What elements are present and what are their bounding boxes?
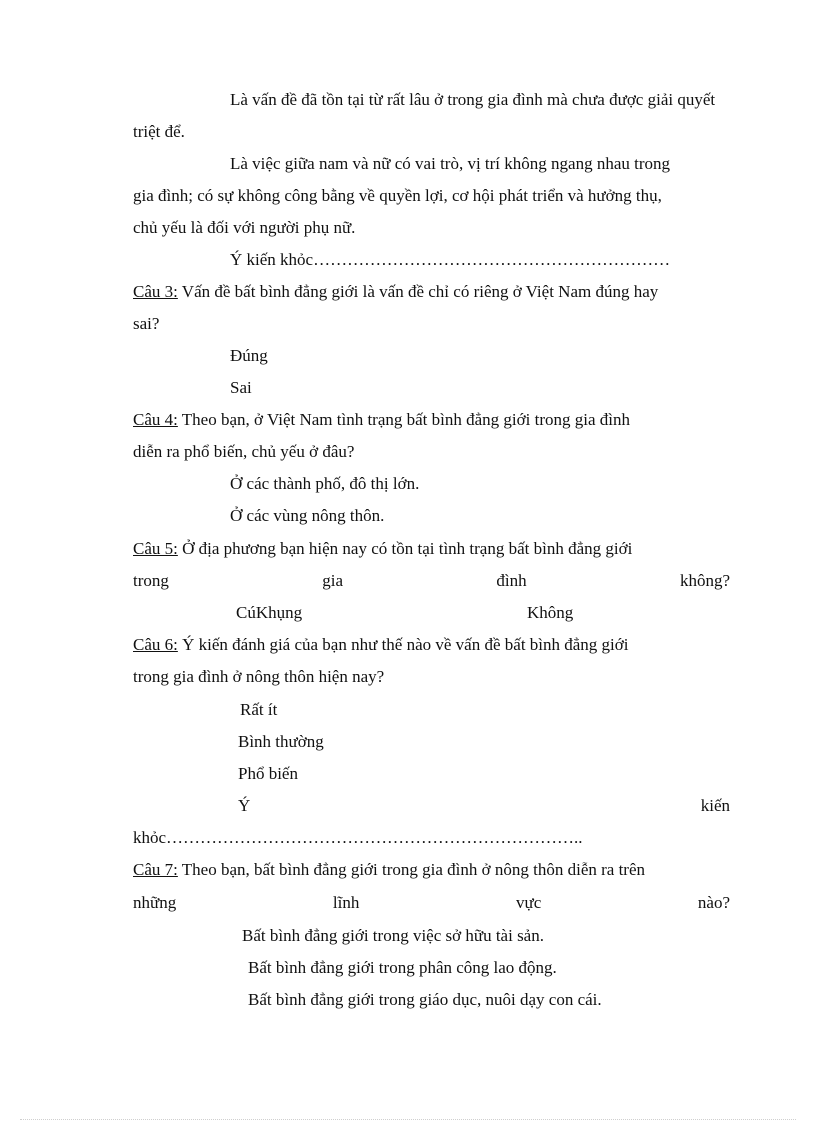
question-4-line-1: [133, 409, 730, 431]
question-5-word: không?: [679, 571, 730, 590]
question-3-label: Câu 3:: [133, 282, 178, 301]
question-6-line-1: [133, 634, 730, 656]
question-4-label: Câu 4:: [133, 410, 178, 429]
paragraph-1-line-2: triệt để.: [133, 122, 185, 141]
question-5-line-1: [133, 538, 730, 560]
question-3-line-1: [133, 281, 730, 303]
question-5-text: Ở địa phương bạn hiện nay có tồn tại tình trạng bất bình đẳng giới: [177, 539, 633, 558]
other-opinion-line: Ý kiến khỏc………………………………………………………: [230, 250, 671, 269]
question-6-option-other-line-2: khỏc………………………………………………………………..: [133, 828, 583, 847]
question-7-word: lĩnh: [332, 893, 360, 912]
question-4-option-cities: Ở các thành phố, đô thị lớn.: [230, 474, 420, 493]
question-7-word: vực: [515, 893, 542, 912]
question-7-word: nào?: [697, 893, 730, 912]
question-6-option-normal: Bình thường: [238, 732, 324, 751]
question-7-line-2: [133, 892, 730, 914]
question-5-word: gia: [322, 571, 344, 590]
question-5-word: trong: [133, 571, 169, 590]
paragraph-2-line-3: chủ yếu là đối với người phụ nữ.: [133, 218, 356, 237]
question-5-word: đình: [496, 571, 527, 590]
question-6-label: Câu 6:: [133, 635, 178, 654]
question-6-line-2: trong gia đình ở nông thôn hiện nay?: [133, 667, 385, 686]
question-6-other-word: Ý: [238, 796, 251, 815]
page-bottom-divider: [20, 1119, 796, 1120]
question-6-text: Ý kiến đánh giá của bạn như thế nào về vấn đề bất bình đẳng giới: [177, 635, 629, 654]
question-3-line-2: sai?: [133, 314, 160, 333]
question-6-option-other-line-1: [238, 795, 730, 817]
question-4-line-2: diễn ra phổ biến, chủ yếu ở đâu?: [133, 442, 355, 461]
question-5-line-2: [133, 570, 730, 592]
question-7-option-labor: Bất bình đẳng giới trong phân công lao động.: [248, 958, 557, 977]
question-6-option-common: Phổ biến: [238, 764, 298, 783]
question-7-option-property: Bất bình đẳng giới trong việc sở hữu tài sản.: [242, 926, 544, 945]
question-7-word: những: [133, 893, 177, 912]
question-5-label: Câu 5:: [133, 539, 178, 558]
question-3-option-false: Sai: [230, 378, 252, 397]
question-7-option-education: Bất bình đẳng giới trong giáo dục, nuôi dạy con cái.: [248, 990, 602, 1009]
question-5-option-no: Không: [527, 603, 574, 622]
question-6-option-rare: Rất ít: [240, 700, 278, 719]
question-7-line-1: [133, 859, 730, 881]
question-3-text: Vấn đề bất bình đẳng giới là vấn đề chỉ có riêng ở Việt Nam đúng hay: [177, 282, 659, 301]
question-4-text: Theo bạn, ở Việt Nam tình trạng bất bình đẳng giới trong gia đình: [177, 410, 630, 429]
question-5-option-yes: CúKhụng: [236, 603, 303, 622]
paragraph-2-line-1: Là việc giữa nam và nữ có vai trò, vị trí không ngang nhau trong: [230, 154, 671, 173]
paragraph-1-line-1: Là vấn đề đã tồn tại từ rất lâu ở trong gia đình mà chưa được giải quyết: [230, 90, 716, 109]
question-4-option-rural: Ở các vùng nông thôn.: [230, 506, 385, 525]
question-6-other-word: kiến: [700, 796, 730, 815]
question-3-option-true: Đúng: [230, 346, 268, 365]
paragraph-2-line-2: gia đình; có sự không công bằng về quyền lợi, cơ hội phát triển và hưởng thụ,: [133, 186, 662, 205]
question-7-label: Câu 7:: [133, 860, 178, 879]
question-7-text: Theo bạn, bất bình đẳng giới trong gia đình ở nông thôn diễn ra trên: [177, 860, 645, 879]
